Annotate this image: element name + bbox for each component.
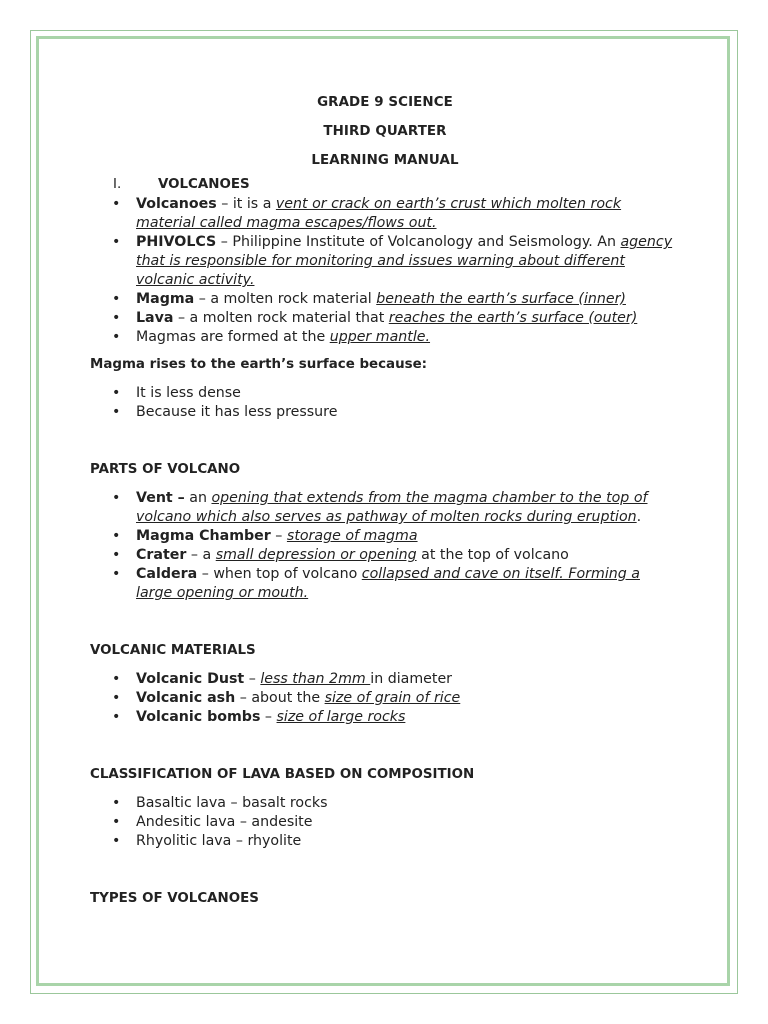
document-page xyxy=(90,90,680,908)
types-heading: TYPES OF VOLCANOES xyxy=(90,891,259,906)
list-item xyxy=(90,328,680,347)
title-quarter: THIRD QUARTER xyxy=(323,124,447,139)
title-manual: LEARNING MANUAL xyxy=(311,153,459,168)
lava-classification-list xyxy=(90,794,680,851)
definition-text: – Philippine Institute of Volcanology and Seismology. An xyxy=(216,234,621,250)
lava-classification-heading: CLASSIFICATION OF LAVA BASED ON COMPOSITION xyxy=(90,767,475,782)
term: Volcanoes xyxy=(136,196,217,212)
term: Vent – xyxy=(136,490,185,506)
list-item xyxy=(90,233,680,290)
definition-text: – a xyxy=(186,547,216,563)
definition-text: – xyxy=(270,528,287,544)
definition-text: – xyxy=(260,709,277,725)
term: Magma Chamber xyxy=(136,528,271,544)
materials-heading: VOLCANIC MATERIALS xyxy=(90,643,256,658)
list-item: • Basaltic lava – basalt rocks xyxy=(90,794,680,813)
list-item xyxy=(90,527,680,546)
definition-text: – about the xyxy=(235,690,325,706)
underlined-definition: opening that extends from the magma chamber to the top of volcano which also serves as pathway of molten rocks during eruption xyxy=(136,490,648,525)
underlined-definition: vent or crack on earth’s crust which molten rock material called magma escapes/flows out. xyxy=(136,196,622,231)
definition-text: – a molten rock material that xyxy=(173,310,389,326)
parts-heading: PARTS OF VOLCANO xyxy=(90,462,241,477)
list-item: • It is less dense xyxy=(90,384,680,403)
definition-tail: at the top of volcano xyxy=(416,547,569,563)
underlined-definition: size of grain of rice xyxy=(324,690,461,706)
list-item: • Because it has less pressure xyxy=(90,403,680,422)
magma-rises-heading: Magma rises to the earth’s surface because: xyxy=(90,357,428,372)
definition-text: – a molten rock material xyxy=(194,291,377,307)
term: Caldera xyxy=(136,566,198,582)
underlined-definition: agency that is responsible for monitoring and issues warning about different volcanic activity. xyxy=(136,234,673,288)
list-item xyxy=(90,489,680,527)
definition-text: – it is a xyxy=(216,196,276,212)
term: Crater xyxy=(136,547,187,563)
term: PHIVOLCS xyxy=(136,234,217,250)
term: Magma xyxy=(136,291,195,307)
list-item xyxy=(90,708,680,727)
list-item xyxy=(90,689,680,708)
underlined-definition: storage of magma xyxy=(286,528,418,544)
underlined-definition: small depression or opening xyxy=(215,547,417,563)
volcanoes-list xyxy=(90,195,680,347)
underlined-definition: upper mantle. xyxy=(329,329,431,345)
underlined-definition: size of large rocks xyxy=(276,709,406,725)
underlined-definition: reaches the earth’s surface (outer) xyxy=(388,310,638,326)
underlined-definition: collapsed and cave on itself. Forming a large opening or mouth. xyxy=(136,566,640,601)
magma-rises-list xyxy=(90,384,680,422)
list-item xyxy=(90,195,680,233)
definition-tail: in diameter xyxy=(370,671,453,687)
list-item: • Rhyolitic lava – rhyolite xyxy=(90,832,680,851)
section-volcanoes-heading xyxy=(113,175,680,195)
list-item xyxy=(90,290,680,309)
list-item xyxy=(90,670,680,689)
term: Volcanic bombs xyxy=(136,709,261,725)
definition-text: – when top of volcano xyxy=(197,566,362,582)
underlined-definition: less than 2mm xyxy=(260,671,371,687)
underlined-definition: beneath the earth’s surface (inner) xyxy=(376,291,626,307)
list-item xyxy=(90,309,680,328)
term: Volcanic Dust xyxy=(136,671,245,687)
title-grade: GRADE 9 SCIENCE xyxy=(317,95,453,110)
definition-tail: . xyxy=(636,509,642,525)
materials-list xyxy=(90,670,680,727)
list-item xyxy=(90,565,680,603)
list-item xyxy=(90,546,680,565)
term: Volcanic ash xyxy=(136,690,236,706)
section-title: VOLCANOES xyxy=(158,177,250,192)
definition-text: Magmas are formed at the xyxy=(136,329,330,345)
definition-text: an xyxy=(184,490,212,506)
list-item: • Andesitic lava – andesite xyxy=(90,813,680,832)
definition-text: – xyxy=(244,671,261,687)
section-numeral: I. xyxy=(113,177,122,192)
parts-list xyxy=(90,489,680,603)
term: Lava xyxy=(136,310,174,326)
